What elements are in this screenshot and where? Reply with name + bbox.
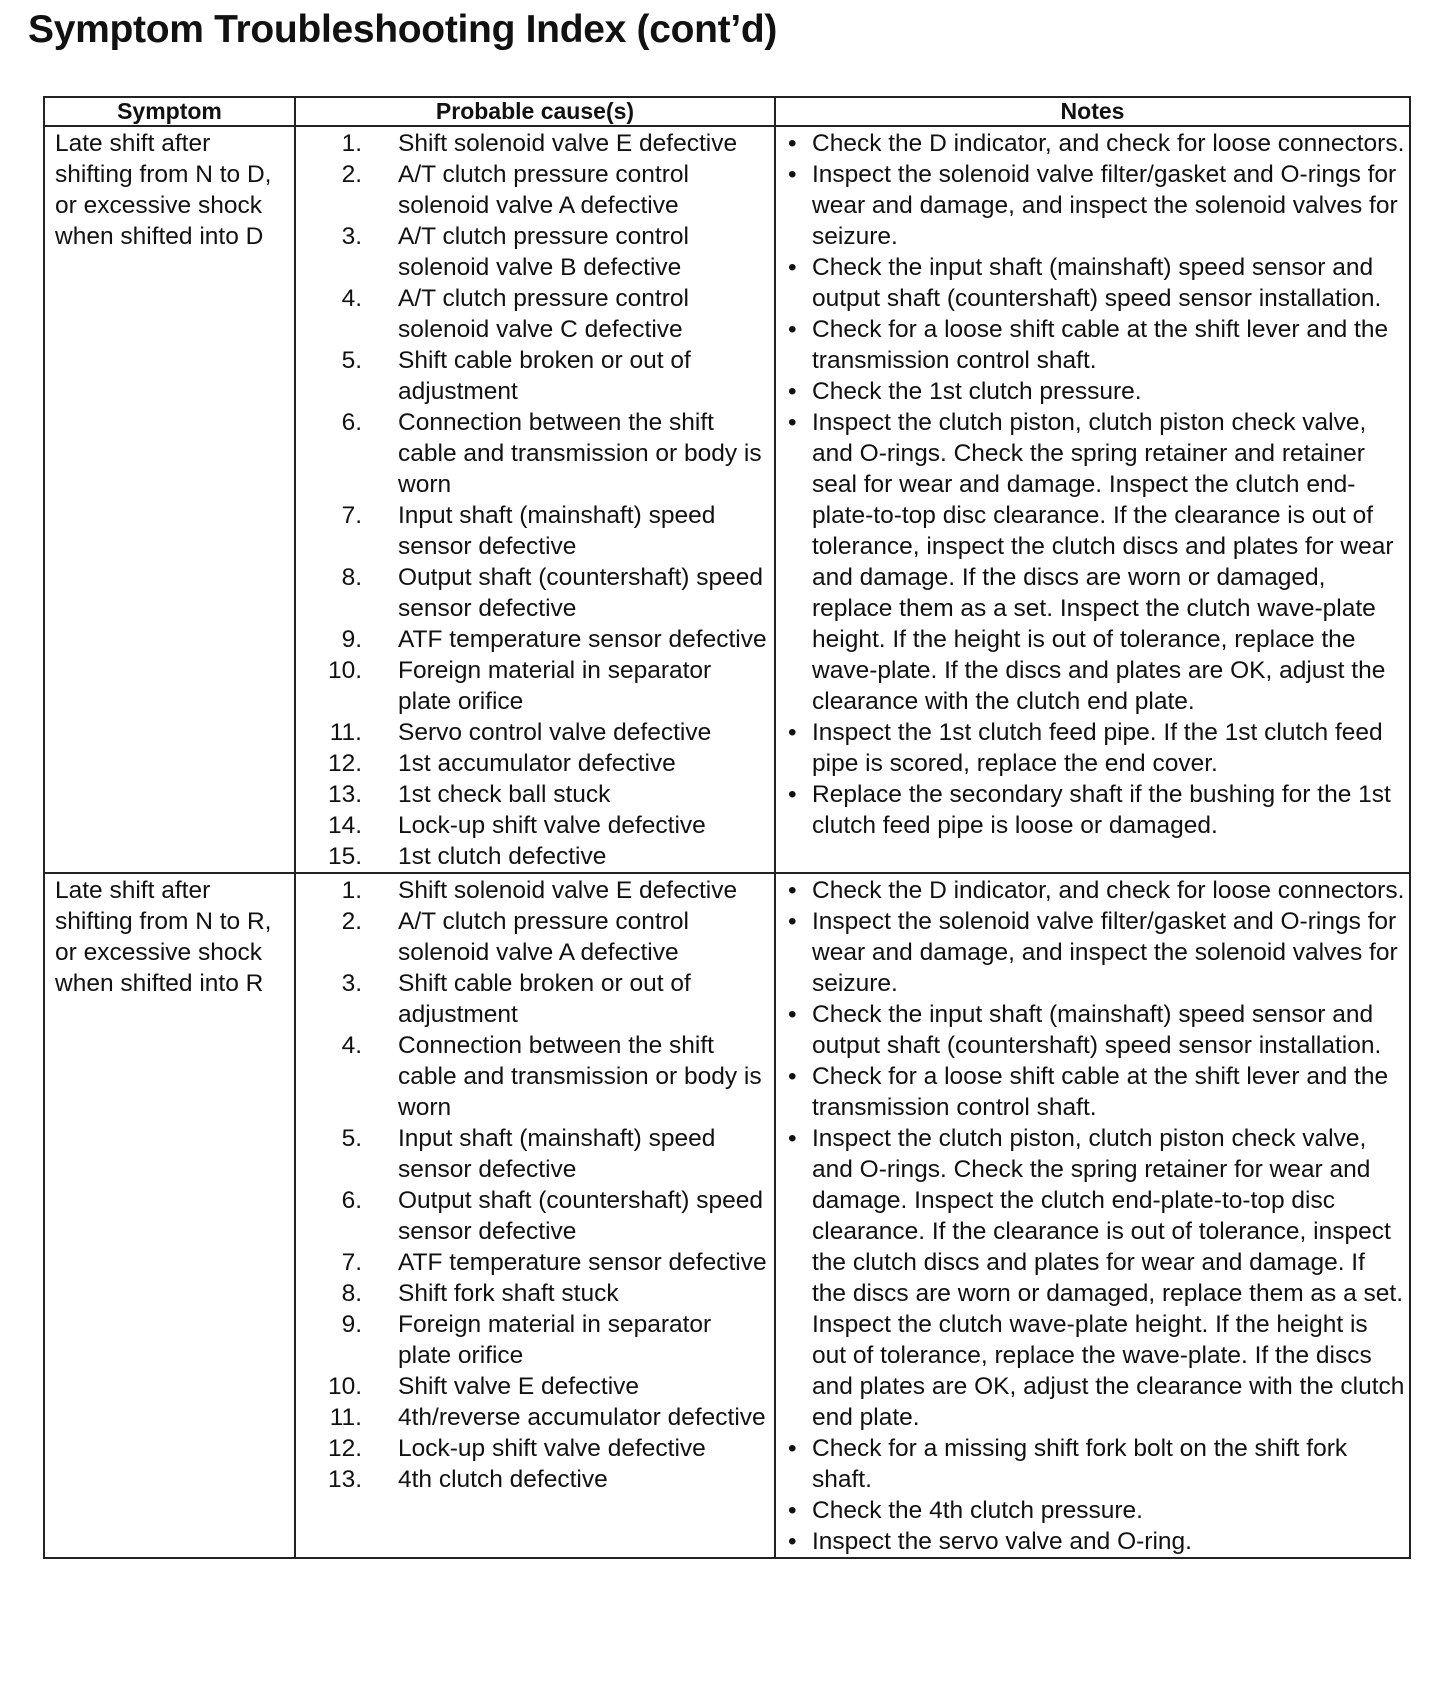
cause-number: 10. bbox=[327, 1373, 362, 1400]
bullet-icon: • bbox=[788, 161, 797, 188]
cause-text: 1st accumulator defective bbox=[398, 750, 676, 777]
notes-cell bbox=[775, 873, 1410, 1558]
causes-cell bbox=[295, 873, 775, 1558]
cause-number: 4. bbox=[341, 1032, 362, 1059]
cause-number: 13. bbox=[327, 1466, 362, 1493]
cause-text: Lock-up shift valve defective bbox=[398, 1435, 706, 1462]
note-item bbox=[788, 1526, 1405, 1557]
cause-number: 1. bbox=[341, 130, 362, 157]
note-item bbox=[788, 376, 1405, 407]
cause-number: 13. bbox=[327, 781, 362, 808]
note-text: Check for a missing shift fork bolt on the shift fork shaft. bbox=[812, 1435, 1348, 1493]
bullet-icon: • bbox=[788, 877, 797, 904]
note-item bbox=[788, 875, 1405, 906]
notes-list bbox=[788, 875, 1405, 1557]
cause-text: Connection between the shift cable and transmission or body is worn bbox=[398, 409, 762, 498]
cause-item bbox=[296, 1030, 770, 1123]
note-item bbox=[788, 906, 1405, 999]
cause-text: Foreign material in separator plate orifice bbox=[398, 657, 712, 715]
cause-number: 11. bbox=[329, 1404, 362, 1431]
cause-item bbox=[296, 407, 770, 500]
cause-item bbox=[296, 1123, 770, 1185]
cause-text: A/T clutch pressure control solenoid valve A defective bbox=[398, 908, 689, 966]
cause-number: 9. bbox=[341, 626, 362, 653]
troubleshooting-table bbox=[43, 96, 1411, 1559]
cause-item bbox=[296, 1433, 770, 1464]
note-text: Check the 4th clutch pressure. bbox=[812, 1497, 1143, 1524]
note-item bbox=[788, 1061, 1405, 1123]
cause-item bbox=[296, 1185, 770, 1247]
cause-number: 12. bbox=[327, 1435, 362, 1462]
notes-list bbox=[788, 128, 1405, 841]
cause-text: Shift valve E defective bbox=[398, 1373, 640, 1400]
cause-text: 1st check ball stuck bbox=[398, 781, 611, 808]
cause-text: A/T clutch pressure control solenoid valve B defective bbox=[398, 223, 689, 281]
cause-item bbox=[296, 1464, 770, 1495]
cause-text: 1st clutch defective bbox=[398, 843, 607, 870]
note-text: Check the input shaft (mainshaft) speed sensor and output shaft (countershaft) speed sensor installation. bbox=[812, 1001, 1382, 1059]
note-text: Inspect the clutch piston, clutch piston check valve, and O-rings. Check the spring retainer for wear and damage. Inspect the clutch end-plate-to-top disc clearance. If the clearance is out of tolerance, inspect the clutch discs and plates for wear and damage. If the discs are worn or damaged, replace them as a set. Inspect the clutch wave-plate height. If the height is out of tolerance, replace the wave-plate. If the discs and plates are OK, adjust the clearance with the clutch end plate. bbox=[812, 1125, 1405, 1431]
symptom-cell: Late shift after shifting from N to D, or excessive shock when shifted into D bbox=[44, 126, 295, 873]
bullet-icon: • bbox=[788, 1435, 797, 1462]
cause-text: Shift cable broken or out of adjustment bbox=[398, 347, 691, 405]
bullet-icon: • bbox=[788, 378, 797, 405]
header-probable-causes: Probable cause(s) bbox=[295, 97, 775, 126]
cause-item bbox=[296, 968, 770, 1030]
note-text: Check the D indicator, and check for loose connectors. bbox=[812, 130, 1405, 157]
cause-item bbox=[296, 159, 770, 221]
cause-item bbox=[296, 1402, 770, 1433]
cause-text: ATF temperature sensor defective bbox=[398, 626, 767, 653]
note-item bbox=[788, 1433, 1405, 1495]
bullet-icon: • bbox=[788, 1063, 797, 1090]
note-text: Inspect the solenoid valve filter/gasket and O-rings for wear and damage, and inspect the solenoid valves for seizure. bbox=[812, 161, 1398, 250]
cause-number: 2. bbox=[341, 161, 362, 188]
table-row bbox=[44, 126, 1410, 873]
cause-number: 8. bbox=[341, 564, 362, 591]
note-text: Inspect the servo valve and O-ring. bbox=[812, 1528, 1192, 1555]
note-item bbox=[788, 717, 1405, 779]
cause-item bbox=[296, 221, 770, 283]
bullet-icon: • bbox=[788, 1497, 797, 1524]
cause-number: 4. bbox=[341, 285, 362, 312]
cause-text: Connection between the shift cable and transmission or body is worn bbox=[398, 1032, 762, 1121]
cause-item bbox=[296, 779, 770, 810]
cause-item bbox=[296, 500, 770, 562]
cause-text: A/T clutch pressure control solenoid valve C defective bbox=[398, 285, 689, 343]
cause-text: Shift solenoid valve E defective bbox=[398, 877, 738, 904]
cause-item bbox=[296, 283, 770, 345]
cause-number: 11. bbox=[329, 719, 362, 746]
bullet-icon: • bbox=[788, 254, 797, 281]
cause-item bbox=[296, 562, 770, 624]
bullet-icon: • bbox=[788, 316, 797, 343]
cause-text: Servo control valve defective bbox=[398, 719, 712, 746]
causes-list bbox=[296, 128, 770, 872]
cause-item bbox=[296, 655, 770, 717]
note-item bbox=[788, 314, 1405, 376]
cause-number: 6. bbox=[341, 1187, 362, 1214]
cause-text: Input shaft (mainshaft) speed sensor defective bbox=[398, 1125, 716, 1183]
cause-number: 10. bbox=[327, 657, 362, 684]
note-text: Inspect the clutch piston, clutch piston check valve, and O-rings. Check the spring retainer and retainer seal for wear and damage. Inspect the clutch end-plate-to-top disc clearance. If the clearance is out of tolerance, inspect the clutch discs and plates for wear and damage. If the discs are worn or damaged, replace them as a set. Inspect the clutch wave-plate height. If the height is out of tolerance, replace the wave-plate. If the discs and plates are OK, adjust the clearance with the clutch end plate. bbox=[812, 409, 1394, 715]
note-text: Check the D indicator, and check for loose connectors. bbox=[812, 877, 1405, 904]
cause-text: A/T clutch pressure control solenoid valve A defective bbox=[398, 161, 689, 219]
header-symptom: Symptom bbox=[44, 97, 295, 126]
cause-number: 9. bbox=[341, 1311, 362, 1338]
cause-item bbox=[296, 624, 770, 655]
cause-number: 12. bbox=[327, 750, 362, 777]
cause-text: Shift fork shaft stuck bbox=[398, 1280, 619, 1307]
cause-number: 14. bbox=[327, 812, 362, 839]
bullet-icon: • bbox=[788, 409, 797, 436]
note-item bbox=[788, 999, 1405, 1061]
cause-item bbox=[296, 345, 770, 407]
cause-item bbox=[296, 748, 770, 779]
cause-item bbox=[296, 810, 770, 841]
cause-text: Foreign material in separator plate orifice bbox=[398, 1311, 712, 1369]
cause-number: 15. bbox=[327, 843, 362, 870]
note-item bbox=[788, 407, 1405, 717]
note-item bbox=[788, 779, 1405, 841]
table-row bbox=[44, 873, 1410, 1558]
cause-item bbox=[296, 1247, 770, 1278]
note-text: Inspect the solenoid valve filter/gasket and O-rings for wear and damage, and inspect the solenoid valves for seizure. bbox=[812, 908, 1398, 997]
bullet-icon: • bbox=[788, 1001, 797, 1028]
cause-number: 6. bbox=[341, 409, 362, 436]
cause-item bbox=[296, 717, 770, 748]
note-item bbox=[788, 159, 1405, 252]
note-text: Check for a loose shift cable at the shift lever and the transmission control shaft. bbox=[812, 1063, 1389, 1121]
cause-item bbox=[296, 906, 770, 968]
note-item bbox=[788, 1495, 1405, 1526]
note-item bbox=[788, 128, 1405, 159]
cause-item bbox=[296, 1278, 770, 1309]
cause-text: Input shaft (mainshaft) speed sensor defective bbox=[398, 502, 716, 560]
table-header-row bbox=[44, 97, 1410, 126]
note-text: Check the 1st clutch pressure. bbox=[812, 378, 1142, 405]
cause-text: ATF temperature sensor defective bbox=[398, 1249, 767, 1276]
cause-text: Output shaft (countershaft) speed sensor defective bbox=[398, 564, 763, 622]
cause-text: Lock-up shift valve defective bbox=[398, 812, 706, 839]
bullet-icon: • bbox=[788, 1125, 797, 1152]
bullet-icon: • bbox=[788, 130, 797, 157]
header-notes: Notes bbox=[775, 97, 1410, 126]
cause-item bbox=[296, 1309, 770, 1371]
cause-number: 7. bbox=[341, 1249, 362, 1276]
page-title: Symptom Troubleshooting Index (cont’d) bbox=[28, 8, 778, 51]
note-item bbox=[788, 1123, 1405, 1433]
bullet-icon: • bbox=[788, 781, 797, 808]
symptom-cell: Late shift after shifting from N to R, or excessive shock when shifted into R bbox=[44, 873, 295, 1558]
causes-list bbox=[296, 875, 770, 1495]
cause-number: 3. bbox=[341, 970, 362, 997]
cause-number: 7. bbox=[341, 502, 362, 529]
cause-item bbox=[296, 1371, 770, 1402]
bullet-icon: • bbox=[788, 719, 797, 746]
cause-text: Shift cable broken or out of adjustment bbox=[398, 970, 691, 1028]
cause-item bbox=[296, 128, 770, 159]
cause-number: 8. bbox=[341, 1280, 362, 1307]
cause-text: Output shaft (countershaft) speed sensor defective bbox=[398, 1187, 763, 1245]
cause-text: Shift solenoid valve E defective bbox=[398, 130, 738, 157]
causes-cell bbox=[295, 126, 775, 873]
cause-item bbox=[296, 875, 770, 906]
cause-number: 1. bbox=[341, 877, 362, 904]
cause-text: 4th/reverse accumulator defective bbox=[398, 1404, 766, 1431]
note-text: Check for a loose shift cable at the shift lever and the transmission control shaft. bbox=[812, 316, 1389, 374]
note-text: Check the input shaft (mainshaft) speed sensor and output shaft (countershaft) speed sensor installation. bbox=[812, 254, 1382, 312]
cause-text: 4th clutch defective bbox=[398, 1466, 608, 1493]
note-item bbox=[788, 252, 1405, 314]
note-text: Inspect the 1st clutch feed pipe. If the 1st clutch feed pipe is scored, replace the end cover. bbox=[812, 719, 1383, 777]
note-text: Replace the secondary shaft if the bushing for the 1st clutch feed pipe is loose or damaged. bbox=[812, 781, 1391, 839]
cause-item bbox=[296, 841, 770, 872]
bullet-icon: • bbox=[788, 908, 797, 935]
cause-number: 2. bbox=[341, 908, 362, 935]
cause-number: 3. bbox=[341, 223, 362, 250]
bullet-icon: • bbox=[788, 1528, 797, 1555]
cause-number: 5. bbox=[341, 347, 362, 374]
notes-cell bbox=[775, 126, 1410, 873]
cause-number: 5. bbox=[341, 1125, 362, 1152]
